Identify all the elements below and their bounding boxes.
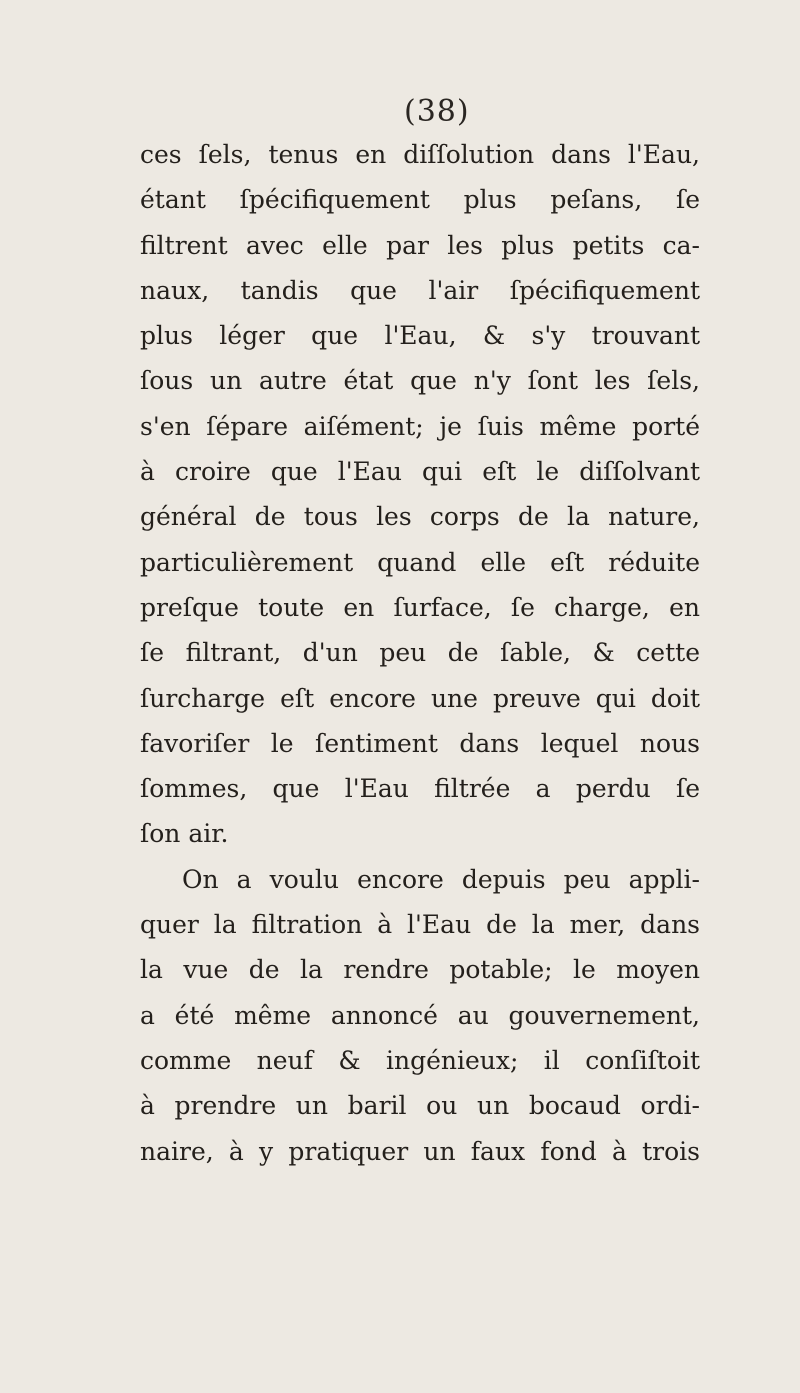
text-line: preſque toute en ſurface, ſe charge, en [140, 592, 700, 622]
text-line: ſurcharge eſt encore une preuve qui doit [140, 683, 700, 713]
text-line: à croire que l'Eau qui eſt le diſſolvant [140, 457, 700, 487]
text-line: plus léger que l'Eau, & s'y trouvant [140, 321, 700, 351]
text-line: ces ſels, tenus en diſſolution dans l'Eau, [140, 140, 700, 169]
text-line: a été même annoncé au gouvernement, [140, 1000, 700, 1030]
text-line: ſon air. [140, 819, 229, 849]
text-line: étant ſpécifiquement plus peſans, ſe [140, 185, 700, 215]
page-number: (38) [404, 94, 470, 129]
text-line: filtrent avec elle par les plus petits ca- [140, 230, 700, 260]
text-line: naire, à y pratiquer un faux fond à trois [140, 1136, 700, 1166]
text-line: s'en ſépare aiſément; je ſuis même porté [140, 411, 700, 441]
text-line: naux, tandis que l'air ſpécifiquement [140, 275, 700, 305]
text-line: On a voulu encore depuis peu appli- [182, 864, 700, 894]
text-line: particulièrement quand elle eſt réduite [140, 547, 700, 577]
text-line: quer la filtration à l'Eau de la mer, dans [140, 910, 700, 940]
text-line: la vue de la rendre potable; le moyen [140, 955, 700, 985]
text-line: comme neuf & ingénieux; il conſiſtoit [140, 1045, 700, 1075]
text-line: favoriſer le ſentiment dans lequel nous [140, 728, 700, 758]
text-line: ſe filtrant, d'un peu de ſable, & cette [140, 638, 700, 668]
body-text [140, 132, 700, 1174]
text-line: ſommes, que l'Eau filtrée a perdu ſe [140, 774, 700, 804]
text-line: général de tous les corps de la nature, [140, 502, 700, 532]
text-line: ſous un autre état que n'y ſont les ſels, [140, 366, 700, 396]
text-line: à prendre un baril ou un bocaud ordi- [140, 1091, 700, 1121]
